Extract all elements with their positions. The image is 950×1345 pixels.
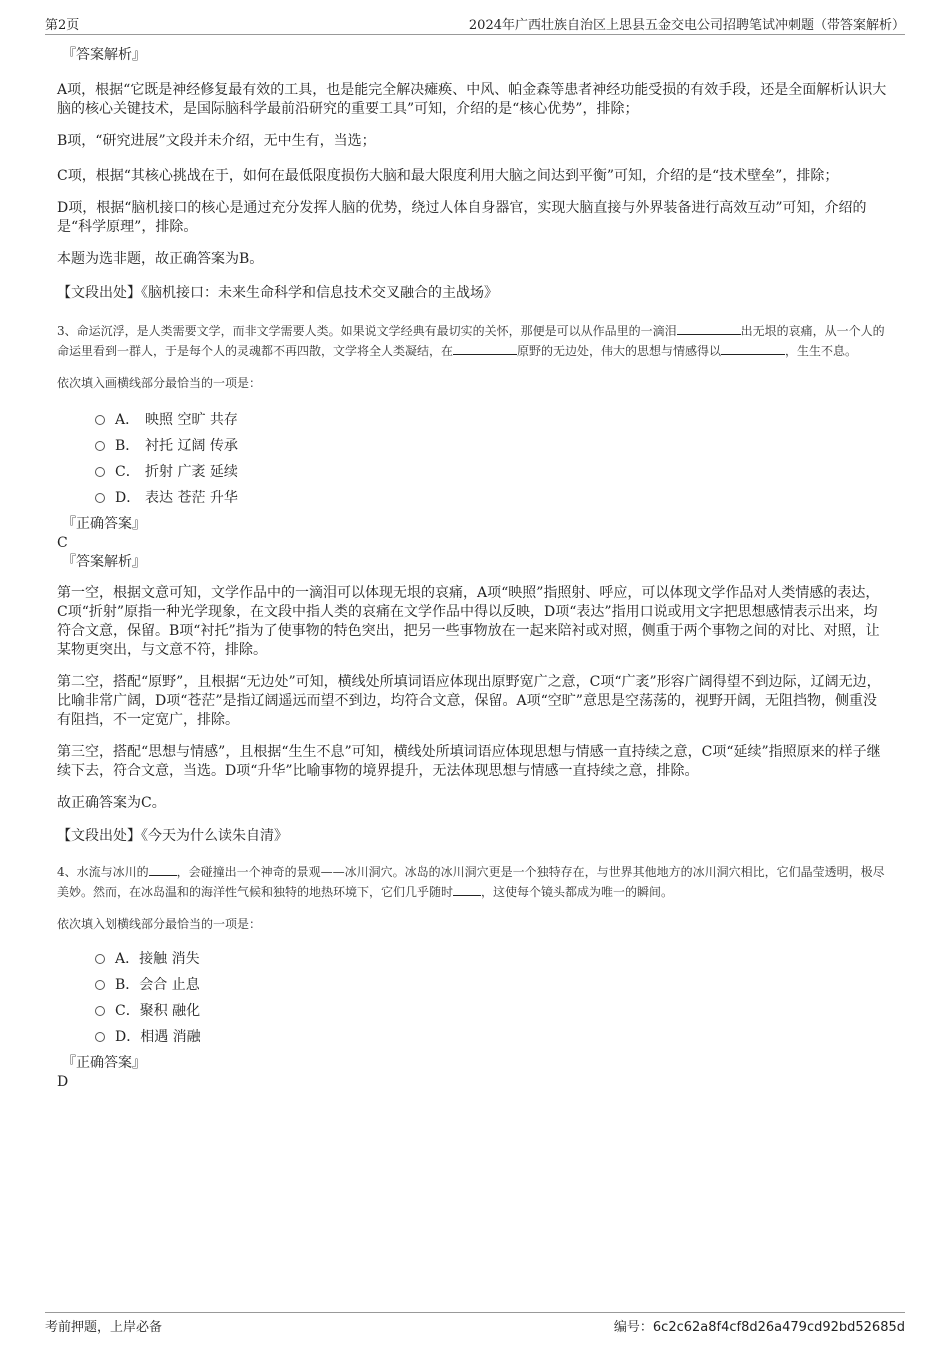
page-footer xyxy=(45,1312,905,1335)
q3-correct-answer: C xyxy=(57,535,68,551)
q3-option-a[interactable]: A． 映照 空旷 共存 xyxy=(95,407,887,433)
q2-analysis-c: C项，根据“其核心挑战在于，如何在最低限度损伤大脑和最大限度利用大脑之间达到平衡”可知，介绍的是“技术壁垒”，排除； xyxy=(57,168,839,184)
q3-analysis-3: 第三空，搭配“思想与情感”，且根据“生生不息”可知，横线处所填词语应体现思想与情感一直持续之意，C项“延续”指照原来的样子继续下去，符合文意，当选。D项“升华”比喻事物的境界提升，无法体现思想与情感一直持续之意，排除。 xyxy=(57,744,881,779)
q3-prompt: 依次填入画横线部分最恰当的一项是： xyxy=(57,376,262,390)
q4-stem: 4、水流与冰川的 ，会碰撞出一个神奇的景观——冰川洞穴。冰岛的冰川洞穴更是一个独特存在，与世界其他地方的冰川洞穴相比，它们晶莹透明，极尽美妙。然而，在冰岛温和的海洋性气候和独特的地热环境下，它们几乎随时 ，这使每个镜头都成为唯一的瞬间。 xyxy=(57,862,887,902)
radio-icon[interactable] xyxy=(95,954,105,964)
q2-analysis-d: D项，根据“脑机接口的核心是通过充分发挥人脑的优势，绕过人体自身器官，实现大脑直接与外界装备进行高效互动”可知，介绍的是“科学原理”，排除。 xyxy=(57,200,867,235)
q4-prompt: 依次填入划横线部分最恰当的一项是： xyxy=(57,917,262,931)
q3-blank-3 xyxy=(721,341,785,355)
q4-blank-2 xyxy=(453,882,481,896)
radio-icon[interactable] xyxy=(95,980,105,990)
q3-option-b[interactable]: B． 衬托 辽阔 传承 xyxy=(95,433,887,459)
footer-slogan: 考前押题，上岸必备 xyxy=(45,1320,163,1335)
q2-analysis-a: A项，根据“它既是神经修复最有效的工具，也是能完全解决瘫痪、中风、帕金森等患者神经功能受损的有效手段，还是全面解析认识大脑的核心关键技术，是国际脑科学最前沿研究的重要工具”可知，介绍的是“核心优势”，排除； xyxy=(57,82,887,117)
q4-options xyxy=(95,946,887,1050)
q3-stem: 3、命运沉浮，是人类需要文学，而非文学需要人类。如果说文学经典有最切实的关怀，那便是可以从作品里的一滴泪 出无垠的哀痛，从一个人的命运里看到一群人，于是每个人的灵魂都不再四散，文学将全人类凝结，在 原野的无边处，伟大的思想与情感得以 ，生生不息。 xyxy=(57,321,887,361)
q4-option-c[interactable]: C．聚积 融化 xyxy=(95,998,887,1024)
radio-icon[interactable] xyxy=(95,1032,105,1042)
q2-conclusion: 本题为选非题，故正确答案为B。 xyxy=(57,251,264,267)
q2-analysis-b: B项，“研究进展”文段并未介绍，无中生有，当选； xyxy=(57,133,376,149)
page-content xyxy=(57,46,887,1092)
q4-blank-1 xyxy=(149,862,177,876)
page-header xyxy=(45,12,905,35)
q3-options xyxy=(95,407,887,511)
q3-conclusion: 故正确答案为C。 xyxy=(57,795,166,811)
radio-icon[interactable] xyxy=(95,415,105,425)
radio-icon[interactable] xyxy=(95,441,105,451)
q3-analysis-2: 第二空，搭配“原野”，且根据“无边处”可知，横线处所填词语应体现出原野宽广之意，C项“广袤”形容广阔得望不到边际，辽阔无边，比喻非常广阔，D项“苍茫”是指辽阔遥远而望不到边，均符合文意，保留。A项“空旷”意思是空荡荡的，视野开阔，无阻挡物，侧重没有阻挡，不一定宽广，排除。 xyxy=(57,674,881,728)
q3-blank-2 xyxy=(453,341,517,355)
q4-option-d[interactable]: D．相遇 消融 xyxy=(95,1024,887,1050)
radio-icon[interactable] xyxy=(95,1006,105,1016)
q3-option-d[interactable]: D． 表达 苍茫 升华 xyxy=(95,485,887,511)
q4-correct-answer: D xyxy=(57,1074,69,1090)
q3-correct-label: 『正确答案』 xyxy=(62,516,146,532)
radio-icon[interactable] xyxy=(95,493,105,503)
q2-analysis-label: 『答案解析』 xyxy=(62,47,146,63)
q4-correct-label: 『正确答案』 xyxy=(62,1055,146,1071)
q4-option-b[interactable]: B．会合 止息 xyxy=(95,972,887,998)
q2-source: 【文段出处】《脑机接口：未来生命科学和信息技术交叉融合的主战场》 xyxy=(57,285,498,301)
page-number: 第2页 xyxy=(45,18,80,33)
q4-option-a[interactable]: A．接触 消失 xyxy=(95,946,887,972)
q3-analysis-1: 第一空，根据文意可知，文学作品中的一滴泪可以体现无垠的哀痛，A项“映照”指照射、呼应，可以体现文学作品对人类情感的表达，C项“折射”原指一种光学现象，在文段中指人类的哀痛在文学作品中得以反映，D项“表达”指用口说或用文字把思想感情表示出来，均符合文意，保留。B项“衬托”指为了使事物的特色突出，把另一些事物放在一起来陪衬或对照，侧重于两个事物之间的对比、对照，让某物更突出，与文意不符，排除。 xyxy=(57,585,880,658)
q3-option-c[interactable]: C． 折射 广袤 延续 xyxy=(95,459,887,485)
q3-blank-1 xyxy=(677,321,741,335)
q3-analysis-label: 『答案解析』 xyxy=(62,554,146,570)
q3-source: 【文段出处】《今天为什么读朱自清》 xyxy=(57,828,288,844)
radio-icon[interactable] xyxy=(95,467,105,477)
footer-code: 编号：6c2c62a8f4cf8d26a479cd92bd52685d xyxy=(613,1320,905,1335)
document-title: 2024年广西壮族自治区上思县五金交电公司招聘笔试冲刺题（带答案解析） xyxy=(468,18,905,33)
